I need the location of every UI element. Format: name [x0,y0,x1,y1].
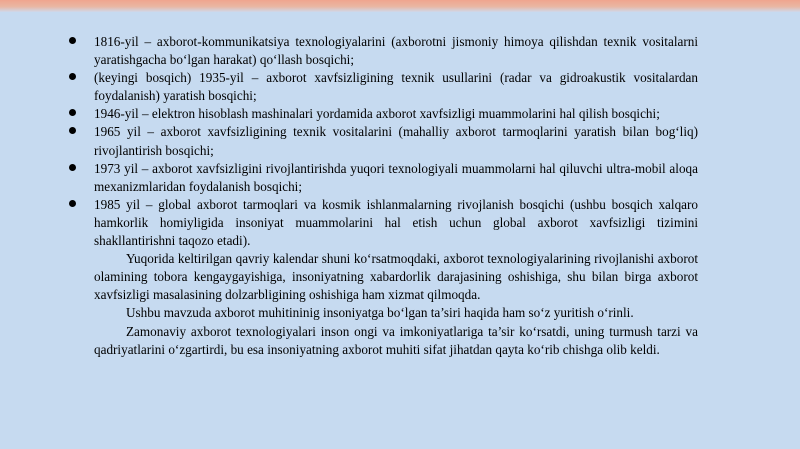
bullet-text: 1965 yil – axborot xavfsizligining texnik vositalarini (mahalliy axborot tarmoqlarini yaratish bilan bog‘liq) rivojlantirish bosqichi; [94,124,698,158]
bullet-item [66,33,698,69]
bullet-text: 1946-yil – elektron hisoblash mashinalari yordamida axborot xavfsizligi muammolarini hal qilish bosqichi; [94,106,660,122]
bullet-text: (keyingi bosqich) 1935-yil – axborot xavfsizligining texnik usullarini (radar va gidroakustik vositalardan foydalanish) yaratish bosqichi; [94,70,698,104]
bullet-dot-icon [69,73,76,80]
body-paragraph: Ushbu mavzuda axborot muhitininig insoniyatga bo‘lgan ta’siri haqida ham so‘z yuritish o‘rinli. [126,305,634,321]
bullet-item [66,160,698,196]
bullet-text: 1985 yil – global axborot tarmoqlari va kosmik ishlanmalarning rivojlanish bosqichi (ushbu bosqich xalqaro hamkorlik homiyligida insoniyat muammolarini hal etish uchun global axborot xavfsizligi tizimini shakllantirishni taqozo etadi). [94,196,698,249]
bullet-item [66,105,698,123]
body-paragraph: Yuqorida keltirilgan qavriy kalendar shuni ko‘rsatmoqdaki, axborot texnologiyalarining rivojlanishi axborot olamining tobora kengaygayishiga, insoniyatning xabardorlik darajasining oshishiga, shu bilan birga axborot xavfsizligi masalasining dolzarbligining oshishiga ham xizmat qilmoqda. [94,251,698,303]
slide-body [66,33,698,359]
bullet-dot-icon [69,37,76,44]
history-bullet-list [66,33,698,250]
body-paragraph: Zamonaviy axborot texnologiyalari inson ongi va imkoniyatlariga ta’sir ko‘rsatdi, uning turmush tarzi va qadriyatlarini o‘zgartirdi, bu esa insoniyatning axborot muhiti sifat jihatdan qayta ko‘rib chishga olib keldi. [94,323,698,357]
bullet-dot-icon [69,109,76,116]
bullet-text: 1973 yil – axborot xavfsizligini rivojlantirishda yuqori texnologiyali muammolarni hal qiluvchi ultra-mobil aloqa mexanizmlaridan foydalanish bosqichi; [94,160,698,194]
bullet-item [66,196,698,250]
bullet-dot-icon [69,164,76,171]
bullet-item [66,123,698,159]
bullet-dot-icon [69,200,76,207]
bullet-dot-icon [69,127,76,134]
header-accent-bar [0,0,800,12]
bullet-item [66,69,698,105]
bullet-text: 1816-yil – axborot-kommunikatsiya texnologiyalarini (axborotni jismoniy himoya qilishdan texnik vositalarni yaratishgacha bo‘lgan harakat) qo‘llash bosqichi; [94,34,698,68]
